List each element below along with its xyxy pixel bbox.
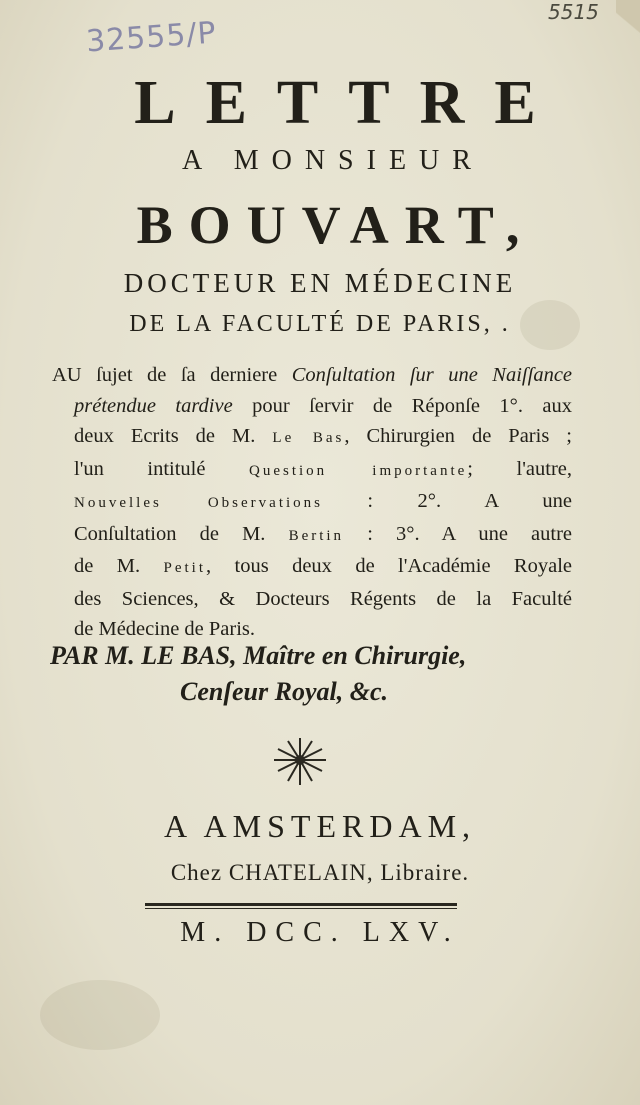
fleuron-ornament-icon bbox=[270, 733, 330, 788]
subtitle-line: AU ſujet de ſa derniere Conſultation ſur une Naiſſance bbox=[52, 364, 573, 386]
subtitle-line: Conſultation de M. Bertin : 3°. A une autre bbox=[74, 522, 573, 545]
torn-corner bbox=[616, 0, 640, 60]
title-name: BOUVART, bbox=[136, 195, 536, 255]
subtitle-line: des Sciences, & Docteurs Régents de la Faculté bbox=[74, 587, 572, 610]
imprint-rule bbox=[145, 903, 457, 906]
author-byline: PAR M. LE BAS, Maître en Chirurgie, bbox=[50, 641, 467, 670]
imprint-rule bbox=[145, 908, 457, 909]
title-main: LETTRE bbox=[134, 69, 566, 137]
title-faculty: DE LA FACULTÉ DE PARIS, . bbox=[129, 311, 511, 337]
title-degree: DOCTEUR EN MÉDECINE bbox=[123, 268, 517, 298]
subtitle-line: Nouvelles Observations : 2°. A une bbox=[74, 490, 572, 512]
imprint-place: A AMSTERDAM, bbox=[163, 808, 477, 844]
manuscript-corner-mark: 5515 bbox=[548, 0, 599, 24]
subtitle-line: deux Ecrits de M. Le Bas, Chirurgien de Paris ; bbox=[74, 425, 572, 447]
subtitle-line: prétendue tardive pour ſervir de Réponſe 1°. aux bbox=[74, 394, 573, 417]
author-title: Cenſeur Royal, &c. bbox=[180, 677, 388, 706]
title-addressee: A MONSIEUR bbox=[182, 145, 484, 176]
paper-stain bbox=[40, 980, 160, 1050]
subtitle-paragraph bbox=[52, 360, 572, 645]
manuscript-call-number: 32555/P bbox=[84, 15, 218, 60]
imprint-date: M. DCC. LXV. bbox=[180, 917, 460, 948]
subtitle-line: l'un intitulé Question importante; l'autre, bbox=[74, 457, 572, 480]
imprint-printer: Chez CHATELAIN, Libraire. bbox=[170, 860, 470, 885]
subtitle-line: de M. Petit, tous deux de l'Académie Royale bbox=[74, 555, 572, 577]
subtitle-line: de Médecine de Paris. bbox=[74, 618, 256, 640]
